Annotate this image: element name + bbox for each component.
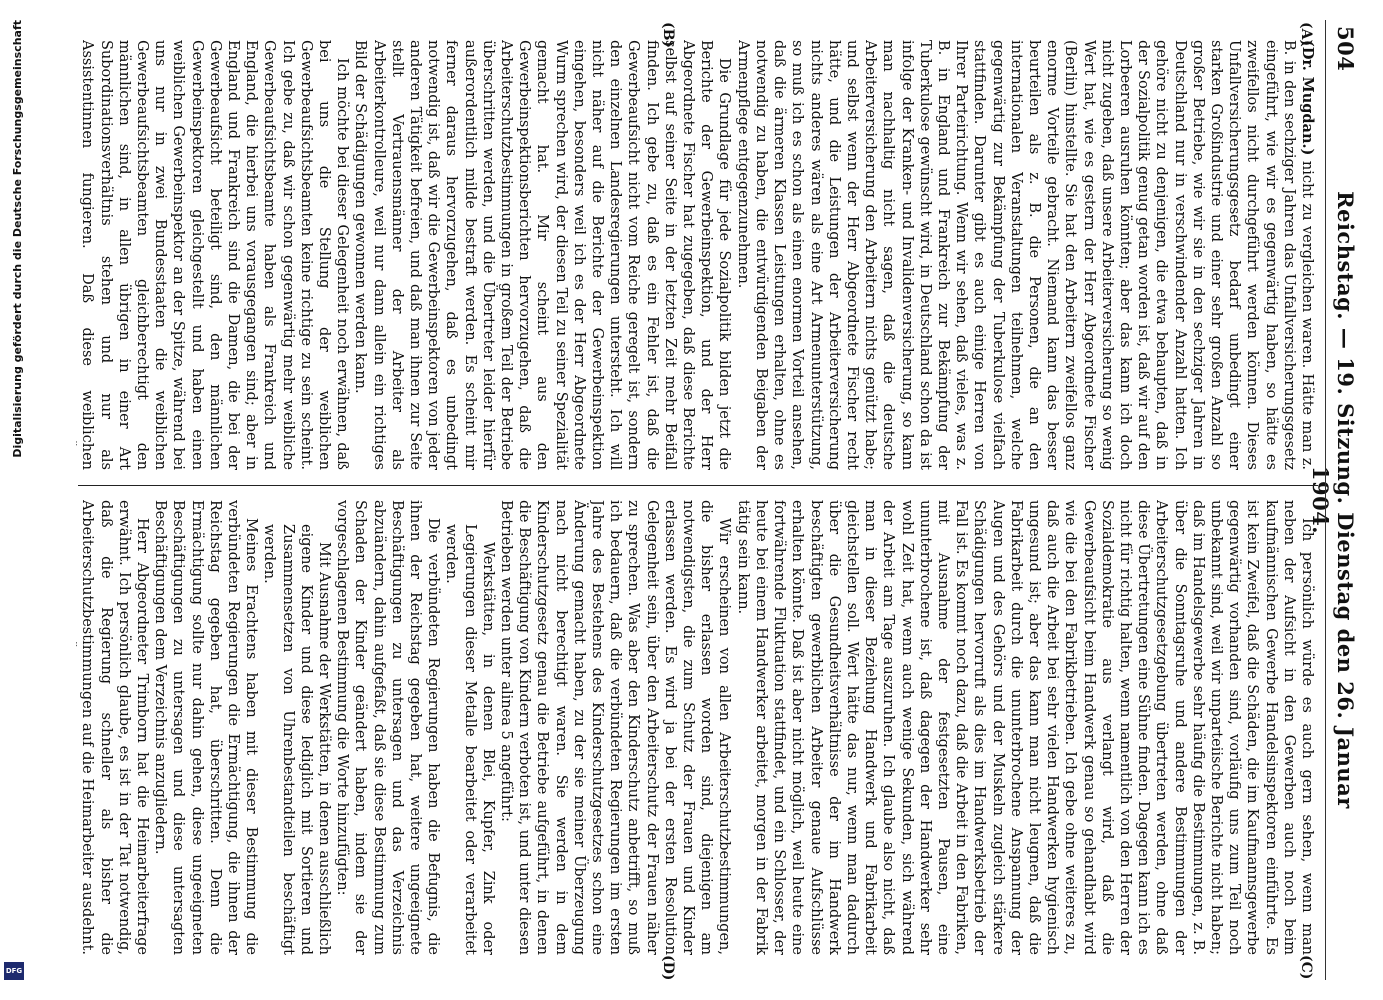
margin-marker-d: (D) — [660, 955, 676, 981]
quotation: Werkstätten, in denen Blei, Kupfer, Zink oder Legierungen dieser Metalle bearbeitet oder verarbeitet werden. — [443, 524, 496, 955]
paragraph: Wir erscheinen von allen Arbeiterschutzbestimmungen, die bisher erlassen worden sind, diejenigen am notwendigsten, die zum Schutz der Frauen und Kinder erlassen werden. Es wird ja bei der ersten Resolution Gelegenheit sein, über den Arbeiterschutz der Frauen näher zu sprechen. Was aber den Kinderschutz anbetrifft, so muß ich bedauern, daß die verbündeten Regierungen im ersten Jahre des Bestehens des Kinderschutzgesetzes schon eine Änderung gemacht haben, zu der sie meiner Überzeugung nach nicht berechtigt waren. Sie werden in dem Kinderschutzgesetz genau die Betriebe aufgeführt, in denen die Beschäftigung von Kindern verboten ist, und unter diesen Betrieben werden unter alinea 5 angeführt: — [498, 500, 733, 955]
column-divider — [78, 485, 1318, 486]
digitization-strip — [8, 20, 28, 980]
left-column — [76, 40, 1316, 470]
paragraph: nicht zu vergleichen waren. Hätte man z. B. in den sechziger Jahren das Unfallversicherungsgesetz eingeführt, wie wir es gegenwärtig haben, so hätte es zweifellos nicht durchgeführt werden können. Dieses Unfallversicherungsgesetz bedarf unbedingt einer starken Großindustrie und einer sehr großen Anzahl so großer Betriebe, wie wir sie in den sechziger Jahren in Deutschland nur in verschwindender Anzahl hatten. Ich gehöre nicht zu denjenigen, die etwa behaupten, daß in der Sozialpolitik genug getan worden ist, daß wir auf den Lorbeeren ausruhen könnten; aber das kann ich doch nicht zugeben, daß unsere Arbeiterversicherung so wenig Wert hat, wie es gestern der Herr Abgeordnete Fischer (Berlin) hinstellte. Sie hat den Arbeitern zweifellos ganz enorme Vorteile gebracht. Niemand kann das besser beurteilen als z. B. die Personen, die an den internationalen Veranstaltungen teilnehmen, welche gegenwärtig zur Bekämpfung der Tuberkulose vielfach stattfinden. Darunter gibt es auch einige Herren von Ihrer Parteirichtung. Wenn wir sehen, daß vieles, was z. B. in England und Frankreich zur Bekämpfung der Tuberkulose gewünscht wird, in Deutschland schon da ist infolge der Kranken- und Invalidenversicherung, so kann man nachhaltig nicht sagen, daß die deutsche Arbeiterversicherung den Arbeitern nichts genützt habe; und selbst wenn der Herr Abgeordnete Fischer recht hätte, und die Leistungen der Arbeiterversicherung nichts anderes wären als eine Art Armenunterstützung, so muß ich es schon als einen enormen Vorteil ansehen, daß die ärmeren Klassen Leistungen erhalten, ohne es notwendig zu haben, die entwürdigenden Beigaben der Armenpflege entgegenzunehmen. — [734, 40, 1315, 470]
speaker-label: (Dr. Mugdan.) — [1299, 40, 1316, 156]
right-column — [76, 500, 1316, 955]
page-number: 504 — [1333, 26, 1358, 72]
paragraph: Herr Abgeordneter Trimborn hat die Heimarbeiterfrage erwähnt. Ich persönlich glaube, es ist in der Tat notwendig, daß die Regierung schneller als bisher die Arbeiterschutzbestimmungen auf die Heimarbeiter ausdehnt. — [79, 500, 150, 955]
header-rule — [1325, 20, 1326, 980]
page-title: Reichstag. — 19. Sitzung. Dienstag den 26. Januar 1904. — [1308, 191, 1358, 809]
margin-marker-a: (A) — [1298, 22, 1314, 47]
paragraph: Ich persönlich würde es auch gern sehen, wenn man neben der Aufsicht in den Gewerben auch noch beim kaufmännischen Gewerbe Handelsinspektoren einführte. Es ist kein Zweifel, daß die Schäden, die im Kaufmannsgewerbe gegenwärtig vorhanden sind, vorläufig uns zum Teil noch unbekannt sind, weil wir unparteiische Berichte nicht haben; daß im Handelsgewerbe sehr häufig die Bestimmungen, z. B. über die Sonntagsruhe und andere Bestimmungen der Arbeiterschutzgesetzgebung übertreten werden, ohne daß diese Übertretungen eine Sühne finden. Dagegen kann ich es nicht für richtig halten, wenn namentlich von den Herren der Sozialdemokratie aus verlangt wird, daß die Gewerbeaufsicht beim Handwerk genau so gehandhabt wird wie die bei den Fabrikbetrieben. Ich gebe ohne weiteres zu, daß auch die Arbeit bei sehr vielen Handwerken hygienisch ungesund ist; aber das kann man nicht leugnen, daß die Fabrikarbeit durch die ununterbrochene Anspannung der Augen und des Gehörs und der Muskeln zugleich stärkere Schädigungen hervorruft als dies im Handwerksbetrieb der Fall ist. Es kommt noch dazu, daß die Arbeit in den Fabriken, mit Ausnahme der festgesetzten Pausen, eine ununterbrochene ist, daß dagegen der Handwerker sehr wohl Zeit hat, wenn auch wenige Sekunden, sich während der Arbeit am Tage auszuruhen. Ich glaube also nicht, daß man in dieser Beziehung Handwerk und Fabrikarbeit gleichstellen soll. Wert hätte das nur, wenn man dadurch über die Gesundheitsverhältnisse der im Handwerk beschäftigten gewerblichen Arbeiter genaue Aufschlüsse erhalten könnte. Daß ist aber nicht möglich, weil heute eine fortwährende Fluktuation stattfindet, und ein Schlosser, der heute bei einem Handwerker arbeitet, morgen in der Fabrik tätig sein kann. — [734, 500, 1315, 955]
paragraph: Die verbündeten Regierungen haben die Befugnis, die ihnen der Reichstag gegeben hat, weitere ungeeignete Beschäftigungen zu untersagen und das Verzeichnis abzuändern, dahin aufgefaßt, daß sie diese Bestimmung zum Schaden der Kinder geändert haben, indem sie der vorgeschlagenen Bestimmung die Worte hinzufügten: — [334, 500, 442, 955]
dfg-logo-icon: DFG — [4, 962, 24, 980]
margin-marker-c: (C) — [1298, 955, 1314, 980]
margin-marker-b: (B) — [660, 22, 676, 48]
quotation: Mit Ausnahme der Werkstätten, in denen ausschließlich eigene Kinder und diese lediglich mit Sortieren und Zusammensetzen von Uhrenbestandteilen beschäftigt werden. — [261, 524, 333, 955]
rotated-page — [66, 20, 1366, 980]
page-header — [1308, 20, 1358, 980]
digitization-notice: Digitalisierung gefördert durch die Deutsche Forschungsgemeinschaft — [11, 20, 24, 458]
page-content — [66, 20, 1366, 980]
paragraph: Die Grundlage für jede Sozialpolitik bilden jetzt die Berichte der Gewerbeinspektion, und der Herr Abgeordnete Fischer hat zugegeben, daß diese Berichte selbst auf seiner Seite in der letzten Zeit mehr Beifall finden. Ich gebe zu, daß es ein Fehler ist, daß die Gewerbeaufsicht nicht vom Reiche geregelt ist, sondern den einzelnen Landesregierungen untersteht. Ich will nicht näher auf die Berichte der Gewerbeinspektion eingehen, besonders weil ich es der Herr Abgeordnete Wurm sprechen wird, der diesen Teil zu seiner Spezialität gemacht hat. Mir scheint aus den Gewerbeinspektionsberichten hervorzugehen, daß die Arbeiterschutzbestimmungen in großem Teil der Betriebe überschritten werden, und die Übertreter leider hierfür außerordentlich milde bestraft werden. Es scheint mir ferner daraus hervorzugehen, daß es unbedingt notwendig ist, daß wir die Gewerbeinspektoren von jeder anderen Tätigkeit befreien, und daß man ihnen zur Seite stellt Vertrauensmänner der Arbeiter als Arbeiterkontrolleure, weil nur dann allein ein richtiges Bild der Schädigungen gewonnen werden kann. — [352, 40, 733, 470]
paragraph: Meines Erachtens haben mit dieser Bestimmung die verbündeten Regierungen die Ermächtigung, die ihnen der Reichstag gegeben hat, überschritten. Denn die Ermächtigung sollte nur dahin gehen, diese ungeeigneten Beschäftigungen zu untersagen und diese untersagten Beschäftigungen dem Verzeichnis anzugliedern. — [152, 500, 260, 955]
paragraph: Ich möchte bei dieser Gelegenheit noch erwähnen, daß bei uns die Stellung der weiblichen Gewerbeaufsichtsbeamten keine richtige zu sein scheint. Ich gebe zu, daß wir schon gegenwärtig mehr weibliche Gewerbeaufsichtsbeamte haben als Frankreich und England, die hierbei uns vorausgegangen sind; aber in England und Frankreich sind die Damen, die bei der Gewerbeaufsicht beteiligt sind, den männlichen Gewerbeinspektoren gleichgestellt und haben einen weiblichen Gewerbeinspektor an der Spitze, während bei uns nur in zwei Bundesstaaten die weiblichen Gewerbeaufsichtsbeamten gleichberechtigt den männlichen sind, in allen übrigen in einer Art Subordinationsverhältnis stehen und nur als Assistentinnen fungieren. Daß diese weiblichen — [79, 40, 351, 470]
